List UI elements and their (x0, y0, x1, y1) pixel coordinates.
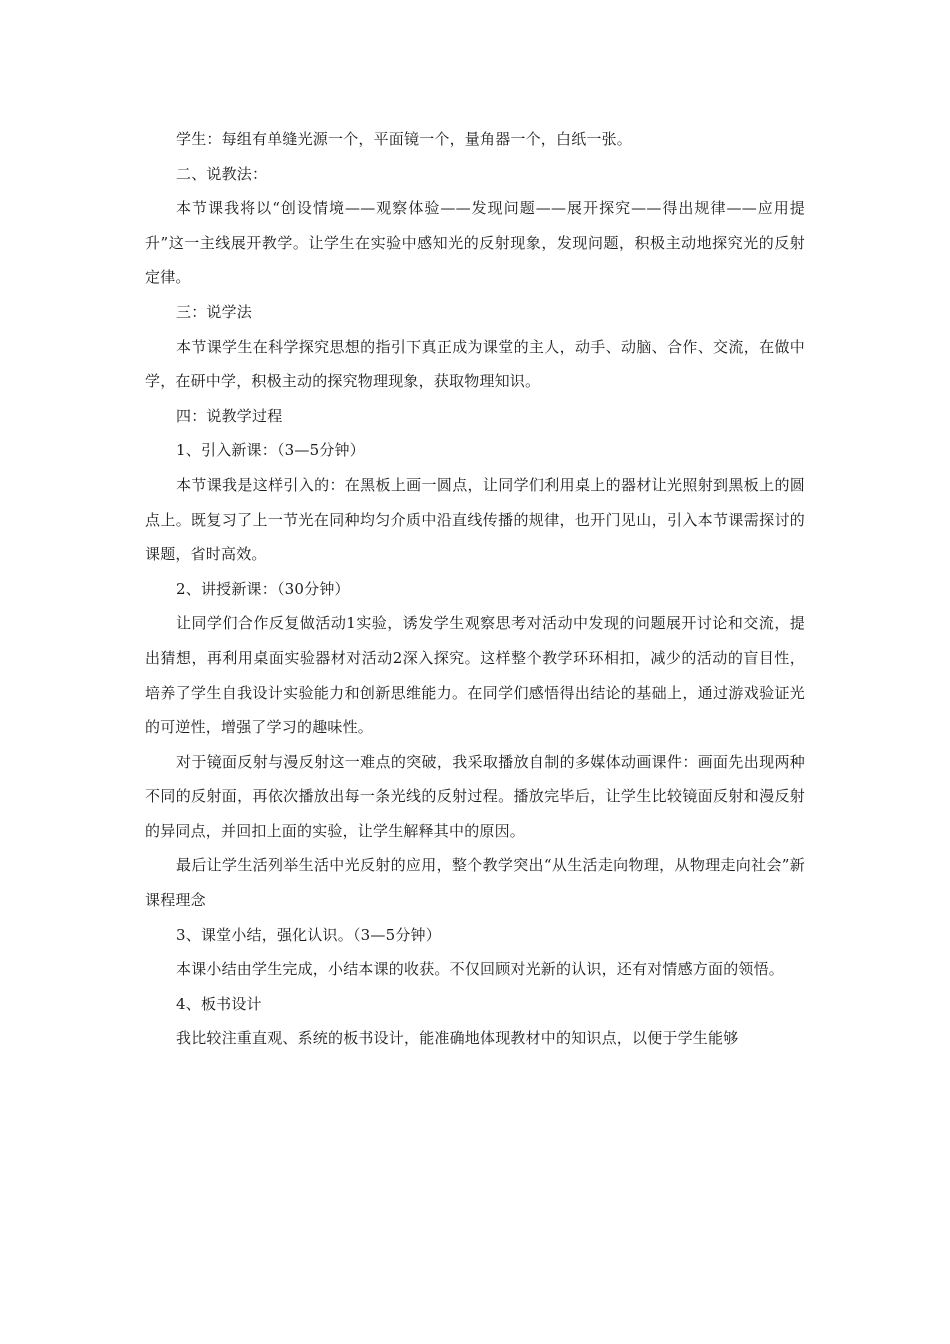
heading-summary: 3、课堂小结，强化认识。（3—5分钟） (176, 925, 441, 944)
heading-board-design: 4、板书设计 (176, 994, 262, 1013)
paragraph-teaching-method: 本节课我将以“创设情境——观察体验——发现问题——展开探究——得出规律——应用提升”这一主线展开教学。让学生在实验中感知光的反射现象，发现问题，积极主动地探究光的反射定律。 (145, 199, 805, 287)
heading-introduction: 1、引入新课：（3—5分钟） (176, 441, 365, 460)
paragraph-board-design: 我比较注重直观、系统的板书设计，能准确地体现教材中的知识点，以便于学生能够 (176, 1029, 739, 1048)
paragraph-application: 最后让学生活列举生活中光反射的应用，整个教学突出“从生活走向物理，从物理走向社会”新课程理念 (145, 856, 805, 910)
paragraph-summary: 本课小结由学生完成，小结本课的收获。不仅回顾对光新的认识，还有对情感方面的领悟。 (176, 960, 785, 979)
paragraph-introduction: 本节课我是这样引入的：在黑板上画一圆点，让同学们利用桌上的器材让光照射到黑板上的圆点上。既复习了上一节光在同种均匀介质中沿直线传播的规律，也开门见山，引入本节课需探讨的课题，省时高效。 (145, 475, 805, 564)
heading-teaching-process: 四：说教学过程 (176, 406, 283, 425)
paragraph-learning-method: 本节课学生在科学探究思想的指引下真正成为课堂的主人，动手、动脑、合作、交流，在做中学，在研中学，积极主动的探究物理现象，获取物理知识。 (145, 337, 805, 391)
document-body (145, 122, 805, 1056)
heading-new-lesson: 2、讲授新课：（30分钟） (176, 579, 350, 598)
paragraph-reflection: 对于镜面反射与漫反射这一难点的突破，我采取播放自制的多媒体动画课件：画面先出现两种不同的反射面，再依次播放出每一条光线的反射过程。播放完毕后，让学生比较镜面反射和漫反射的异同点，并回扣上面的实验，让学生解释其中的原因。 (145, 752, 805, 840)
paragraph-new-lesson: 让同学们合作反复做活动1实验，诱发学生观察思考对活动中发现的问题展开讨论和交流，提出猜想，再利用桌面实验器材对活动2深入探究。这样整个教学环环相扣，减少的活动的盲目性，培养了学生自我设计实验能力和创新思维能力。在同学们感悟得出结论的基础上，通过游戏验证光的可逆性，增强了学习的趣味性。 (145, 614, 805, 737)
heading-teaching-method: 二、说教法： (176, 164, 268, 183)
paragraph-materials: 学生：每组有单缝光源一个，平面镜一个，量角器一个，白纸一张。 (176, 130, 633, 148)
heading-learning-method: 三：说学法 (176, 302, 253, 321)
